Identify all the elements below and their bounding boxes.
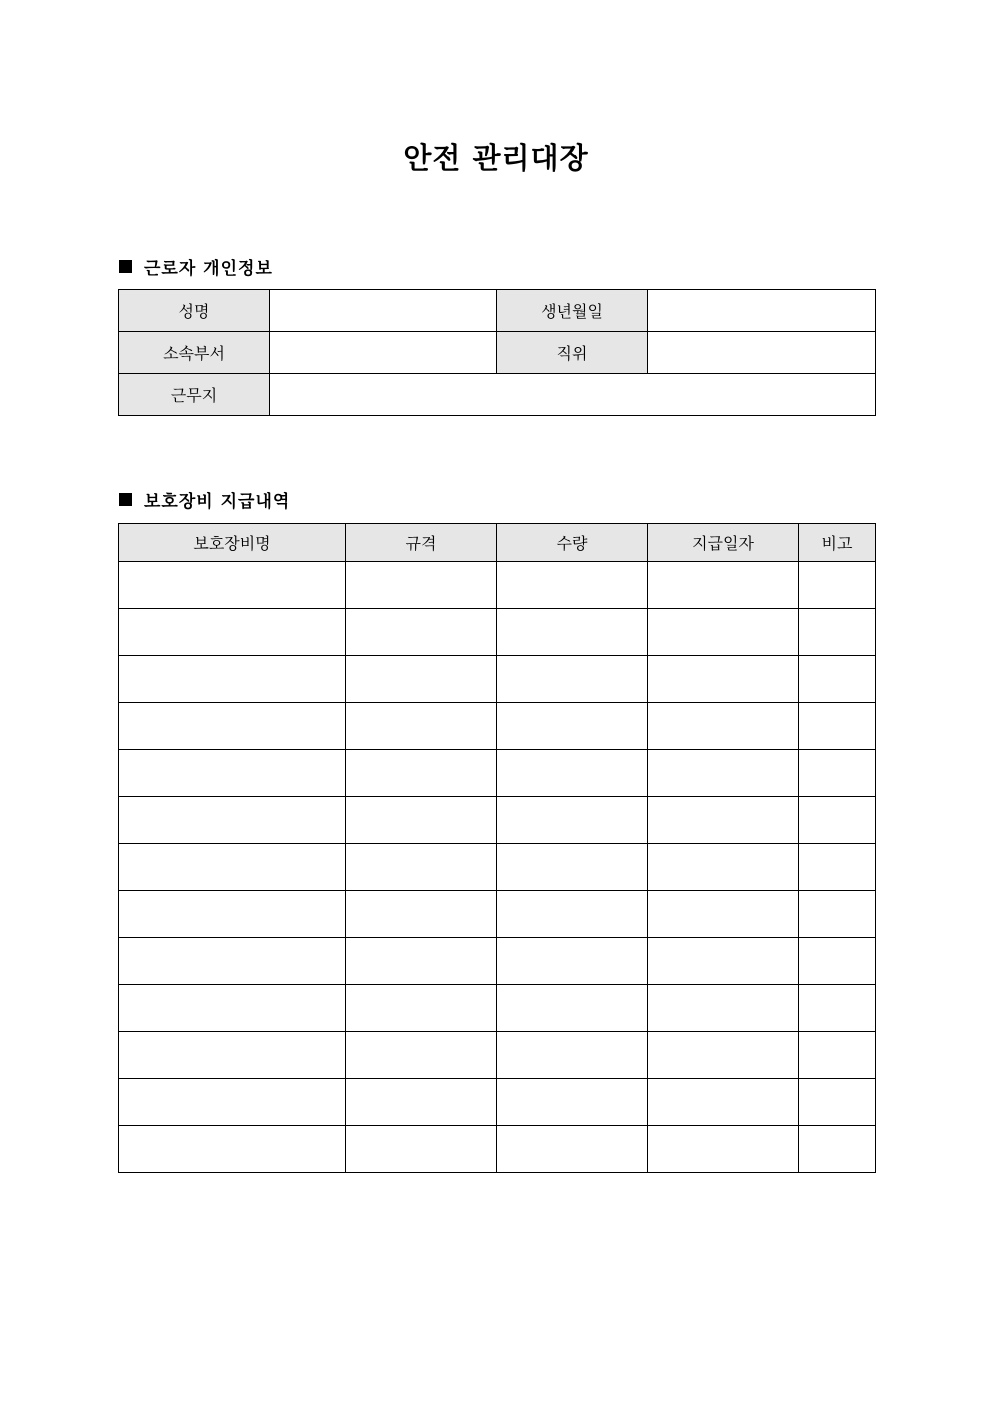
spec-cell[interactable] bbox=[346, 703, 497, 750]
spec-cell[interactable] bbox=[346, 844, 497, 891]
worker-info-table bbox=[118, 289, 876, 416]
table-row bbox=[119, 938, 876, 985]
table-row bbox=[119, 290, 876, 332]
remarks-cell[interactable] bbox=[799, 656, 876, 703]
issue-date-cell[interactable] bbox=[648, 562, 799, 609]
department-field[interactable] bbox=[270, 332, 497, 374]
position-label: 직위 bbox=[497, 332, 648, 374]
birth-date-field[interactable] bbox=[648, 290, 876, 332]
issue-date-cell[interactable] bbox=[648, 1079, 799, 1126]
spec-cell[interactable] bbox=[346, 1079, 497, 1126]
equipment-name-cell[interactable] bbox=[119, 750, 346, 797]
section-label: 보호장비 지급내역 bbox=[144, 492, 291, 512]
spec-cell[interactable] bbox=[346, 985, 497, 1032]
remarks-cell[interactable] bbox=[799, 562, 876, 609]
spec-cell[interactable] bbox=[346, 656, 497, 703]
remarks-cell[interactable] bbox=[799, 891, 876, 938]
square-bullet-icon bbox=[119, 493, 132, 506]
page-title: 안전 관리대장 bbox=[403, 141, 589, 175]
issue-date-cell[interactable] bbox=[648, 609, 799, 656]
equipment-name-cell[interactable] bbox=[119, 797, 346, 844]
square-bullet-icon bbox=[119, 260, 132, 273]
table-row bbox=[119, 1126, 876, 1173]
remarks-cell[interactable] bbox=[799, 938, 876, 985]
spec-cell[interactable] bbox=[346, 562, 497, 609]
spec-cell[interactable] bbox=[346, 1126, 497, 1173]
issue-date-cell[interactable] bbox=[648, 750, 799, 797]
remarks-cell[interactable] bbox=[799, 797, 876, 844]
issue-date-cell[interactable] bbox=[648, 844, 799, 891]
table-row bbox=[119, 562, 876, 609]
issue-date-cell[interactable] bbox=[648, 1126, 799, 1173]
table-row bbox=[119, 844, 876, 891]
quantity-cell[interactable] bbox=[497, 891, 648, 938]
table-header-row bbox=[119, 524, 876, 562]
equipment-name-cell[interactable] bbox=[119, 656, 346, 703]
issue-date-cell[interactable] bbox=[648, 703, 799, 750]
spec-cell[interactable] bbox=[346, 891, 497, 938]
issue-date-cell[interactable] bbox=[648, 656, 799, 703]
equipment-name-cell[interactable] bbox=[119, 1032, 346, 1079]
column-header-issue-date: 지급일자 bbox=[648, 524, 799, 562]
table-row bbox=[119, 1079, 876, 1126]
table-row bbox=[119, 891, 876, 938]
position-field[interactable] bbox=[648, 332, 876, 374]
spec-cell[interactable] bbox=[346, 797, 497, 844]
issue-date-cell[interactable] bbox=[648, 985, 799, 1032]
table-row bbox=[119, 1032, 876, 1079]
quantity-cell[interactable] bbox=[497, 609, 648, 656]
table-row bbox=[119, 332, 876, 374]
table-row bbox=[119, 374, 876, 416]
birth-date-label: 생년월일 bbox=[497, 290, 648, 332]
workplace-label: 근무지 bbox=[119, 374, 270, 416]
quantity-cell[interactable] bbox=[497, 938, 648, 985]
table-row bbox=[119, 609, 876, 656]
table-row bbox=[119, 797, 876, 844]
section-label: 근로자 개인정보 bbox=[144, 259, 273, 279]
equipment-name-cell[interactable] bbox=[119, 985, 346, 1032]
section-heading-worker-info bbox=[119, 254, 273, 279]
section-heading-equipment bbox=[119, 487, 290, 512]
quantity-cell[interactable] bbox=[497, 797, 648, 844]
table-row bbox=[119, 703, 876, 750]
name-field[interactable] bbox=[270, 290, 497, 332]
column-header-spec: 규격 bbox=[346, 524, 497, 562]
remarks-cell[interactable] bbox=[799, 1126, 876, 1173]
spec-cell[interactable] bbox=[346, 750, 497, 797]
column-header-remarks: 비고 bbox=[799, 524, 876, 562]
equipment-name-cell[interactable] bbox=[119, 891, 346, 938]
equipment-name-cell[interactable] bbox=[119, 938, 346, 985]
remarks-cell[interactable] bbox=[799, 750, 876, 797]
issue-date-cell[interactable] bbox=[648, 938, 799, 985]
equipment-name-cell[interactable] bbox=[119, 703, 346, 750]
issue-date-cell[interactable] bbox=[648, 797, 799, 844]
quantity-cell[interactable] bbox=[497, 1032, 648, 1079]
column-header-quantity: 수량 bbox=[497, 524, 648, 562]
equipment-name-cell[interactable] bbox=[119, 609, 346, 656]
quantity-cell[interactable] bbox=[497, 750, 648, 797]
column-header-equipment-name: 보호장비명 bbox=[119, 524, 346, 562]
quantity-cell[interactable] bbox=[497, 703, 648, 750]
remarks-cell[interactable] bbox=[799, 1032, 876, 1079]
quantity-cell[interactable] bbox=[497, 844, 648, 891]
issue-date-cell[interactable] bbox=[648, 1032, 799, 1079]
quantity-cell[interactable] bbox=[497, 1079, 648, 1126]
department-label: 소속부서 bbox=[119, 332, 270, 374]
name-label: 성명 bbox=[119, 290, 270, 332]
equipment-name-cell[interactable] bbox=[119, 562, 346, 609]
equipment-name-cell[interactable] bbox=[119, 1126, 346, 1173]
equipment-table-body bbox=[119, 562, 876, 1173]
quantity-cell[interactable] bbox=[497, 562, 648, 609]
quantity-cell[interactable] bbox=[497, 656, 648, 703]
remarks-cell[interactable] bbox=[799, 1079, 876, 1126]
workplace-field[interactable] bbox=[270, 374, 876, 416]
spec-cell[interactable] bbox=[346, 938, 497, 985]
remarks-cell[interactable] bbox=[799, 985, 876, 1032]
remarks-cell[interactable] bbox=[799, 703, 876, 750]
spec-cell[interactable] bbox=[346, 1032, 497, 1079]
equipment-name-cell[interactable] bbox=[119, 1079, 346, 1126]
table-row bbox=[119, 985, 876, 1032]
remarks-cell[interactable] bbox=[799, 609, 876, 656]
table-row bbox=[119, 750, 876, 797]
quantity-cell[interactable] bbox=[497, 985, 648, 1032]
equipment-table bbox=[118, 523, 876, 1173]
spec-cell[interactable] bbox=[346, 609, 497, 656]
quantity-cell[interactable] bbox=[497, 1126, 648, 1173]
equipment-name-cell[interactable] bbox=[119, 844, 346, 891]
table-row bbox=[119, 656, 876, 703]
remarks-cell[interactable] bbox=[799, 844, 876, 891]
issue-date-cell[interactable] bbox=[648, 891, 799, 938]
